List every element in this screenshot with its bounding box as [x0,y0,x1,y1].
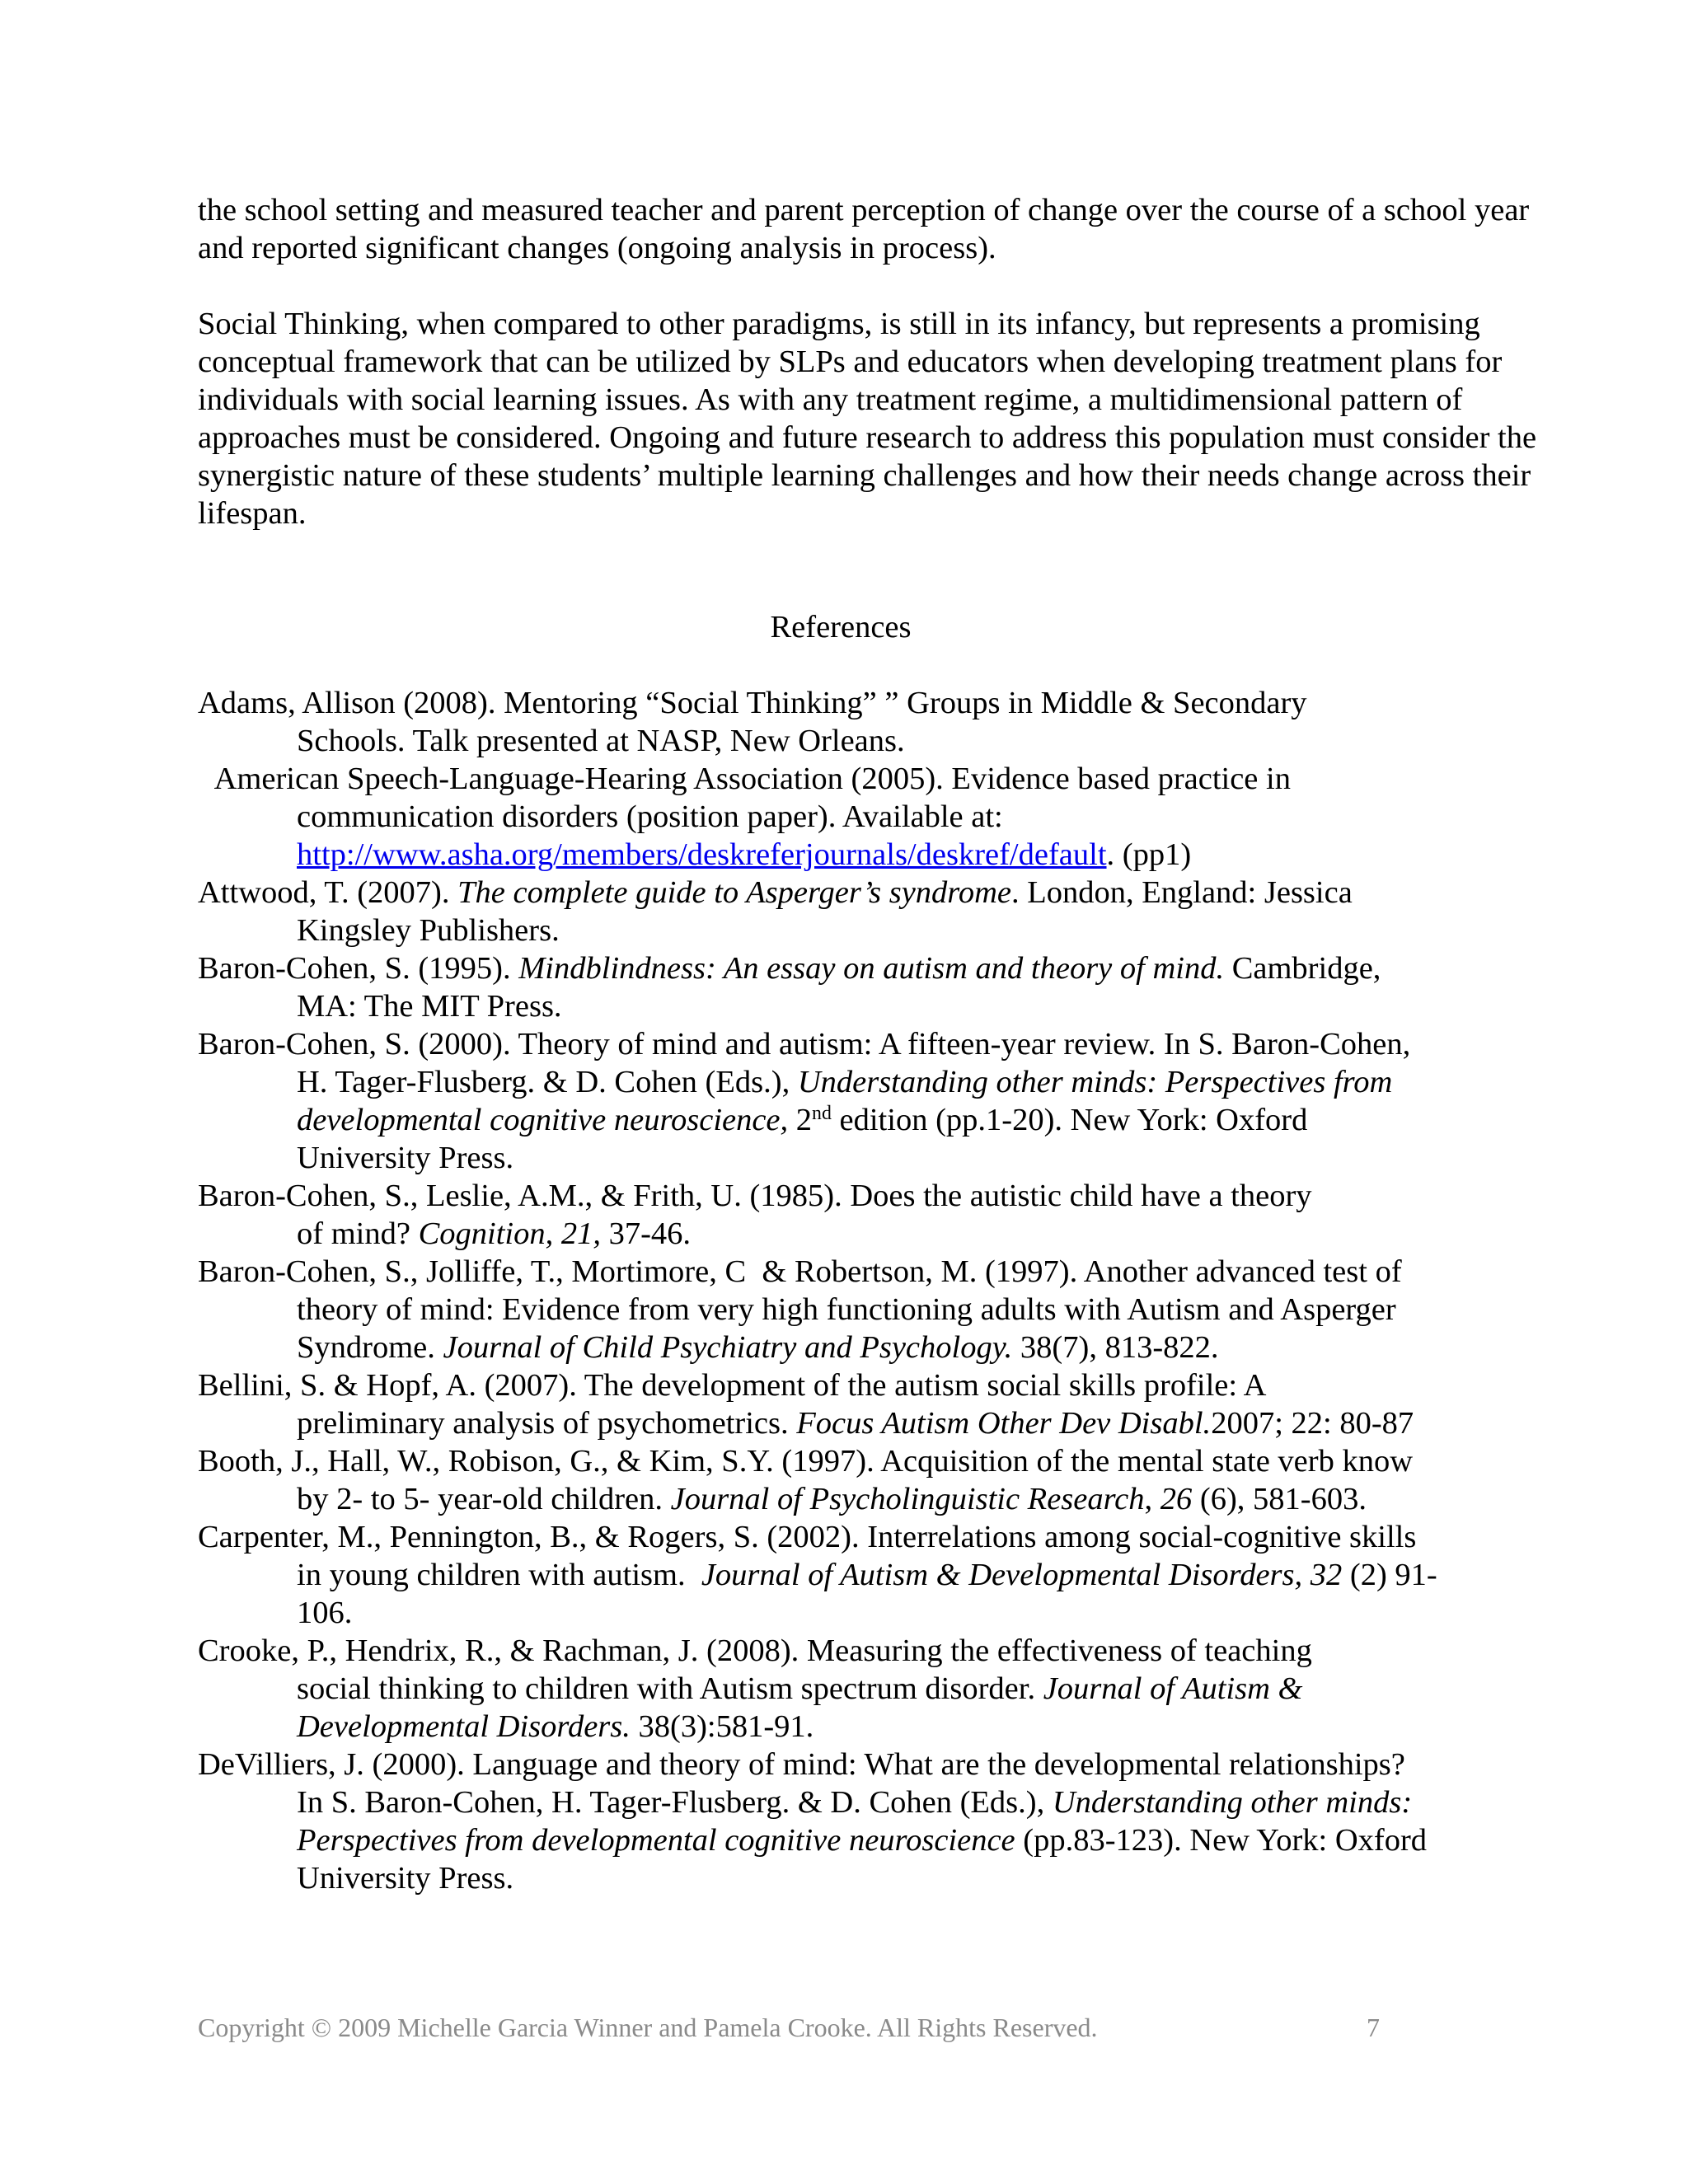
reference-title: Journal of Autism & Developmental Disorders, 32 [701,1558,1343,1592]
reference-title: Focus Autism Other Dev Disabl. [796,1406,1212,1441]
page-number: 7 [1367,2013,1380,2042]
reference-text: Bellini, S. & Hopf, A. (2007). The development of the autism social skills profile: A [198,1368,1267,1403]
reference-item [198,1518,1550,1632]
reference-item [198,1442,1550,1518]
reference-title: Journal of Autism & [1043,1671,1303,1706]
reference-item [198,684,1550,760]
reference-volume: 26 [1160,1482,1193,1516]
copyright-notice: Copyright © 2009 Michelle Garcia Winner and Pamela Crooke. All Rights Reserved. [198,2013,1098,2042]
reference-text: In S. Baron-Cohen, H. Tager-Flusberg. & D. Cohen (Eds.), [297,1785,1053,1820]
reference-text: MA: The MIT Press. [297,989,562,1024]
reference-item [198,1253,1550,1366]
reference-text: University Press. [297,1861,514,1896]
reference-title: The complete guide to Asperger’s syndrome [457,875,1011,910]
reference-item [198,1025,1550,1177]
reference-text: Baron-Cohen, S. (1995). [198,951,519,986]
reference-text: American Speech-Language-Hearing Association (2005). Evidence based practice in [213,762,1291,796]
ordinal-superscript: nd [812,1102,832,1124]
reference-text: edition (pp.1-20). New York: Oxford [831,1103,1308,1137]
reference-text: Attwood, T. (2007). [198,875,458,910]
reference-link[interactable]: http://www.asha.org/members/deskreferjournals/deskref/default [297,837,1107,872]
reference-text: theory of mind: Evidence from very high functioning adults with Autism and Asperger [297,1292,1396,1327]
reference-text: 2 [788,1103,813,1137]
reference-text: by 2- to 5- year-old children. [297,1482,671,1516]
reference-list [198,684,1550,1897]
body-paragraph: Social Thinking, when compared to other paradigms, is still in its infancy, but represents a promising conceptual framework that can be utilized by SLPs and educators when developing treatment plans for individuals with social learning issues. As with any treatment regime, a multidimensional pattern of approaches must be considered. Ongoing and future research to address this population must consider the synergistic nature of these students’ multiple learning challenges and how their needs change across their lifespan. [198,307,1537,531]
reference-text: 2007; 22: 80-87 [1211,1406,1414,1441]
reference-title: Cognition, 21, [418,1216,601,1251]
reference-text: Baron-Cohen, S., Leslie, A.M., & Frith, U. (1985). Does the autistic child have a theory [198,1179,1312,1213]
reference-text: University Press. [297,1141,514,1175]
reference-title: Journal of Child Psychiatry and Psychology. [443,1330,1013,1365]
reference-text: Schools. Talk presented at NASP, New Orleans. [297,724,905,758]
references-heading: References [770,610,912,644]
body-paragraph: the school setting and measured teacher and parent perception of change over the course of a school year and reported significant changes (ongoing analysis in process). [198,193,1530,265]
reference-item [198,760,1550,874]
reference-text: in young children with autism. [297,1558,701,1592]
reference-text: (6), 581-603. [1192,1482,1367,1516]
reference-text: H. Tager-Flusberg. & D. Cohen (Eds.), [297,1065,798,1099]
reference-text: communication disorders (position paper). Available at: [297,799,1003,834]
reference-text: 37-46. [600,1216,692,1251]
reference-title: Perspectives from developmental cognitive neuroscience [297,1823,1015,1858]
reference-text: 38(7), 813-822. [1012,1330,1219,1365]
reference-text: Booth, J., Hall, W., Robison, G., & Kim, S.Y. (1997). Acquisition of the mental state verb know [198,1444,1413,1479]
reference-title: Mindblindness: An essay on autism and theory of mind. [518,951,1225,986]
reference-item [198,949,1550,1025]
reference-text: Baron-Cohen, S., Jolliffe, T., Mortimore, C & Robertson, M. (1997). Another advanced test of [198,1254,1402,1289]
reference-text: Adams, Allison (2008). Mentoring “Social Thinking” ” Groups in Middle & Secondary [198,686,1307,720]
reference-title: developmental cognitive neuroscience, [297,1103,789,1137]
reference-text: Kingsley Publishers. [297,913,560,948]
reference-text: DeVilliers, J. (2000). Language and theory of mind: What are the developmental relationships? [198,1747,1405,1782]
reference-item [198,1632,1550,1746]
reference-text: of mind? [297,1216,419,1251]
reference-text: (pp.83-123). New York: Oxford [1015,1823,1428,1858]
reference-text: , [1144,1482,1160,1516]
reference-title: Journal of Psycholinguistic Research [670,1482,1145,1516]
reference-text: social thinking to children with Autism spectrum disorder. [297,1671,1043,1706]
reference-text: Crooke, P., Hendrix, R., & Rachman, J. (2008). Measuring the effectiveness of teaching [198,1633,1312,1668]
reference-title: Understanding other minds: Perspectives from [797,1065,1393,1099]
reference-text: Carpenter, M., Pennington, B., & Rogers, S. (2002). Interrelations among social-cognitive skills [198,1520,1417,1554]
reference-title: Developmental Disorders. [297,1709,631,1744]
reference-title: Understanding other minds: [1052,1785,1413,1820]
reference-text: Baron-Cohen, S. (2000). Theory of mind and autism: A fifteen-year review. In S. Baron-Cohen, [198,1027,1411,1062]
reference-item [198,1177,1550,1253]
reference-item [198,1746,1550,1897]
reference-text: . (pp1) [1106,837,1192,872]
reference-item [198,1366,1550,1442]
reference-text: 106. [297,1596,353,1630]
reference-text: Syndrome. [297,1330,443,1365]
reference-item [198,874,1550,949]
reference-text: Cambridge, [1224,951,1381,986]
reference-text: preliminary analysis of psychometrics. [297,1406,797,1441]
reference-text: (2) 91- [1342,1558,1437,1592]
reference-text: . London, England: Jessica [1010,875,1353,910]
page-body [198,191,1550,1897]
reference-text: 38(3):581-91. [630,1709,814,1744]
